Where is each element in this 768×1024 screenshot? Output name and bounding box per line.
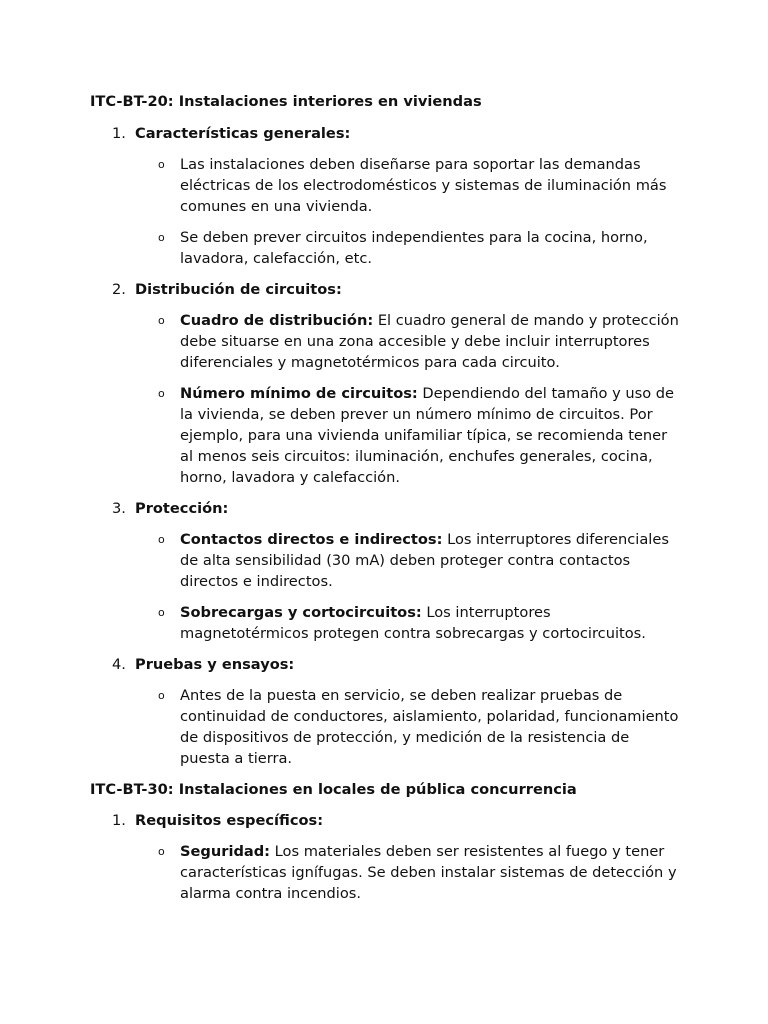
bullet-body: Los interruptores diferenciales de alta sensibilidad (30 mA) deben proteger contra contactos directos e indirectos. [180,531,669,590]
bullet-text [180,310,680,373]
list-item-heading [112,810,323,831]
bullet-text [180,841,680,904]
bullet-marker: o [158,387,165,400]
list-item-heading [112,498,228,519]
bullet-text [180,529,680,592]
bullet-marker: o [158,606,165,619]
list-item-label: Distribución de circuitos: [135,281,342,298]
list-number: 3. [112,500,126,517]
bullet-lead: Seguridad: [180,843,271,860]
list-number: 1. [112,125,126,142]
list-number: 1. [112,812,126,829]
bullet-text: Antes de la puesta en servicio, se deben realizar pruebas de continuidad de conductores, aislamiento, polaridad, funcionamiento de dispositivos de protección, y medición de la resistencia de puesta a tierra. [180,687,679,767]
bullet-lead: Contactos directos e indirectos: [180,531,443,548]
section-heading: ITC-BT-30: Instalaciones en locales de pública concurrencia [90,781,577,798]
bullet-marker: o [158,533,165,546]
bullet-marker: o [158,314,165,327]
list-number: 2. [112,281,126,298]
bullet-marker: o [158,845,165,858]
bullet-marker: o [158,158,165,171]
list-number: 4. [112,656,126,673]
bullet-body: Los materiales deben ser resistentes al fuego y tener características ignífugas. Se deben instalar sistemas de detección y alarma contra incendios. [180,843,677,902]
list-item-label: Pruebas y ensayos: [135,656,295,673]
bullet-body: El cuadro general de mando y protección debe situarse en una zona accesible y debe incluir interruptores diferenciales y magnetotérmicos para cada circuito. [180,312,679,371]
bullet-marker: o [158,689,165,702]
list-item-label: Protección: [135,500,229,517]
bullet-marker: o [158,231,165,244]
list-item-label: Requisitos específicos: [135,812,324,829]
list-item-heading [112,654,294,675]
bullet-text [180,602,680,644]
bullet-lead: Sobrecargas y cortocircuitos: [180,604,422,621]
bullet-text: Las instalaciones deben diseñarse para soportar las demandas eléctricas de los electrodomésticos y sistemas de iluminación más comunes en una vivienda. [180,156,667,215]
bullet-lead: Cuadro de distribución: [180,312,374,329]
bullet-text [180,383,680,488]
bullet-body: Los interruptores magnetotérmicos protegen contra sobrecargas y cortocircuitos. [180,604,646,642]
bullet-lead: Número mínimo de circuitos: [180,385,418,402]
bullet-body: Dependiendo del tamaño y uso de la vivienda, se deben prever un número mínimo de circuitos. Por ejemplo, para una vivienda unifamiliar típica, se recomienda tener al menos seis circuitos: iluminación, enchufes generales, cocina, horno, lavadora y calefacción. [180,385,675,486]
list-item-label: Características generales: [135,125,351,142]
list-item-heading [112,123,350,144]
section-heading: ITC-BT-20: Instalaciones interiores en viviendas [90,93,482,110]
bullet-text: Se deben prever circuitos independientes para la cocina, horno, lavadora, calefacción, etc. [180,229,648,267]
list-item-heading [112,279,342,300]
